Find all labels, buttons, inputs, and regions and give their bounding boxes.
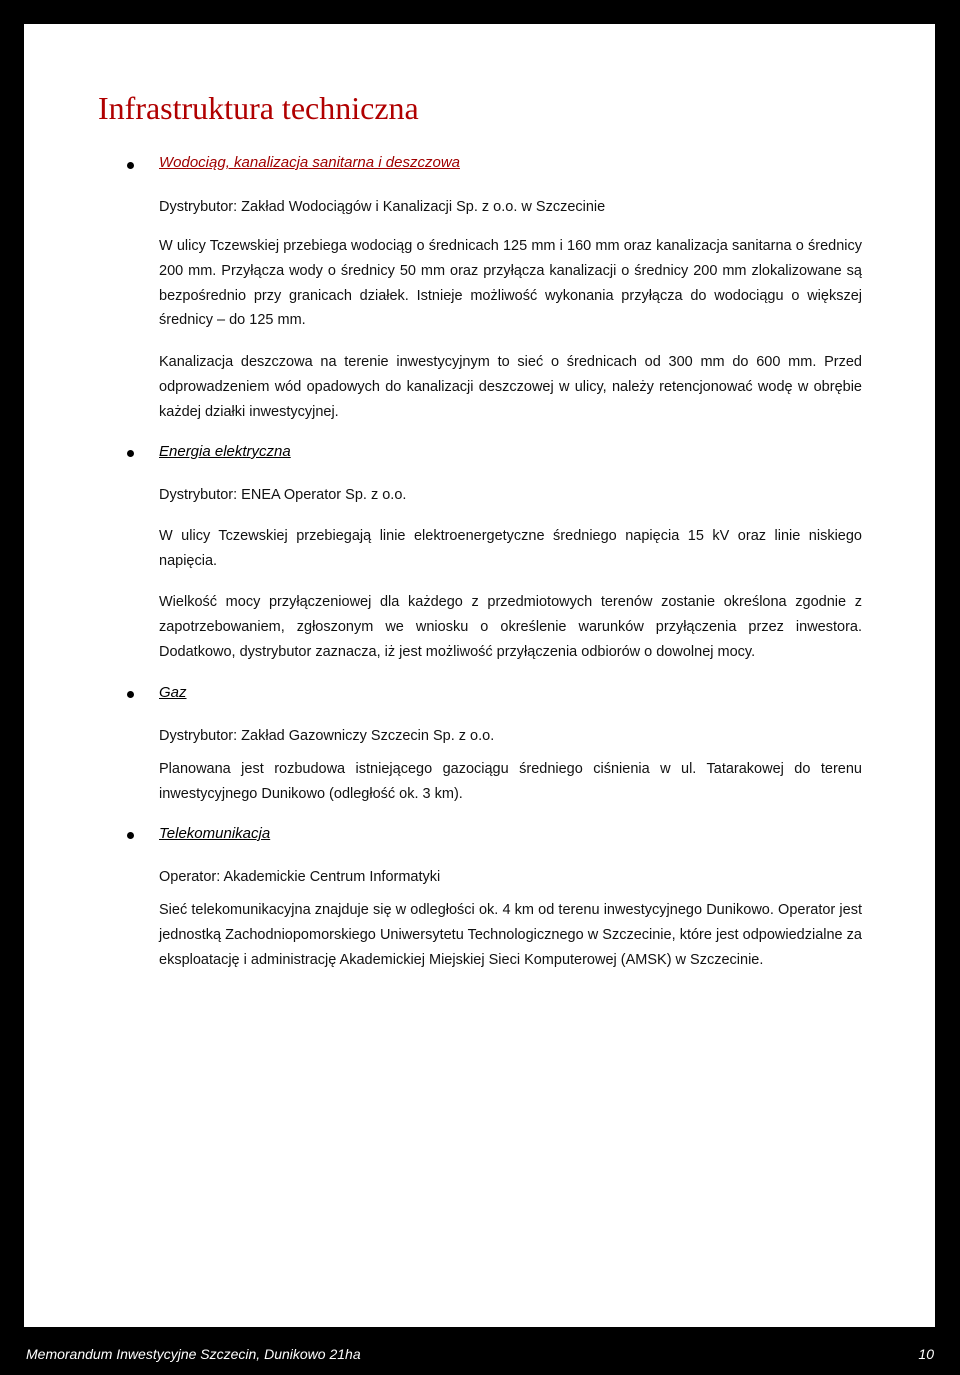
footer-document-title: Memorandum Inwestycyjne Szczecin, Dunikowo 21ha bbox=[26, 1346, 361, 1362]
section-heading-gas: Gaz bbox=[159, 684, 187, 701]
section-heading-telecom: Telekomunikacja bbox=[159, 825, 271, 842]
water-distributor: Dystrybutor: Zakład Wodociągów i Kanalizacji Sp. z o.o. w Szczecinie bbox=[159, 199, 606, 215]
telecom-operator: Operator: Akademickie Centrum Informatyki bbox=[159, 869, 441, 885]
water-paragraph-2: Kanalizacja deszczowa na terenie inwestycyjnym to sieć o średnicach od 300 mm do 600 mm. Przed odprowadzeniem wód opadowych do kanalizacji deszczowej w ulicy, należy retencjonować wodę w obrębie każdej działki inwestycyjnej. bbox=[159, 354, 862, 420]
bullet-icon bbox=[127, 691, 134, 698]
water-paragraph-1: W ulicy Tczewskiej przebiega wodociąg o średnicach 125 mm i 160 mm oraz kanalizacja sanitarna o średnicy 200 mm. Przyłącza wody o średnicy 50 mm oraz przyłącza kanalizacji o średnicy 200 mm zlokalizowane są bezpośrednio przy granicach działek. Istnieje możliwość wykonania przyłącza do wodociągu o większej średnicy – do 125 mm. bbox=[159, 238, 862, 329]
section-heading-water: Wodociąg, kanalizacja sanitarna i deszczowa bbox=[159, 154, 460, 171]
document-page bbox=[24, 24, 935, 1327]
electricity-paragraph-1: W ulicy Tczewskiej przebiegają linie elektroenergetyczne średniego napięcia 15 kV oraz linie niskiego napięcia. bbox=[159, 528, 862, 569]
bullet-icon bbox=[127, 162, 134, 169]
bullet-icon bbox=[127, 832, 134, 839]
telecom-paragraph-1: Sieć telekomunikacyjna znajduje się w odległości ok. 4 km od terenu inwestycyjnego Dunikowo. Operator jest jednostką Zachodniopomorskiego Uniwersytetu Technologicznego w Szczecinie, które jest odpowiedzialne za eksploatację i administrację Akademickiej Miejskiej Sieci Komputerowej (AMSK) w Szczecinie. bbox=[159, 902, 862, 968]
page-title: Infrastruktura techniczna bbox=[98, 90, 419, 126]
electricity-distributor: Dystrybutor: ENEA Operator Sp. z o.o. bbox=[159, 487, 407, 503]
bullet-icon bbox=[127, 450, 134, 457]
electricity-paragraph-2: Wielkość mocy przyłączeniowej dla każdego z przedmiotowych terenów zostanie określona zgodnie z zapotrzebowaniem, zgłoszonym we wniosku o określenie warunków przyłączenia przez inwestora. Dodatkowo, dystrybutor zaznacza, iż jest możliwość przyłączenia odbiorów o dowolnej mocy. bbox=[159, 594, 862, 660]
footer-page-number: 10 bbox=[918, 1346, 934, 1362]
gas-paragraph-1: Planowana jest rozbudowa istniejącego gazociągu średniego ciśnienia w ul. Tatarakowej do terenu inwestycyjnego Dunikowo (odległość ok. 3 km). bbox=[159, 761, 862, 802]
section-heading-electricity: Energia elektryczna bbox=[159, 443, 291, 460]
gas-distributor: Dystrybutor: Zakład Gazowniczy Szczecin Sp. z o.o. bbox=[159, 728, 495, 744]
